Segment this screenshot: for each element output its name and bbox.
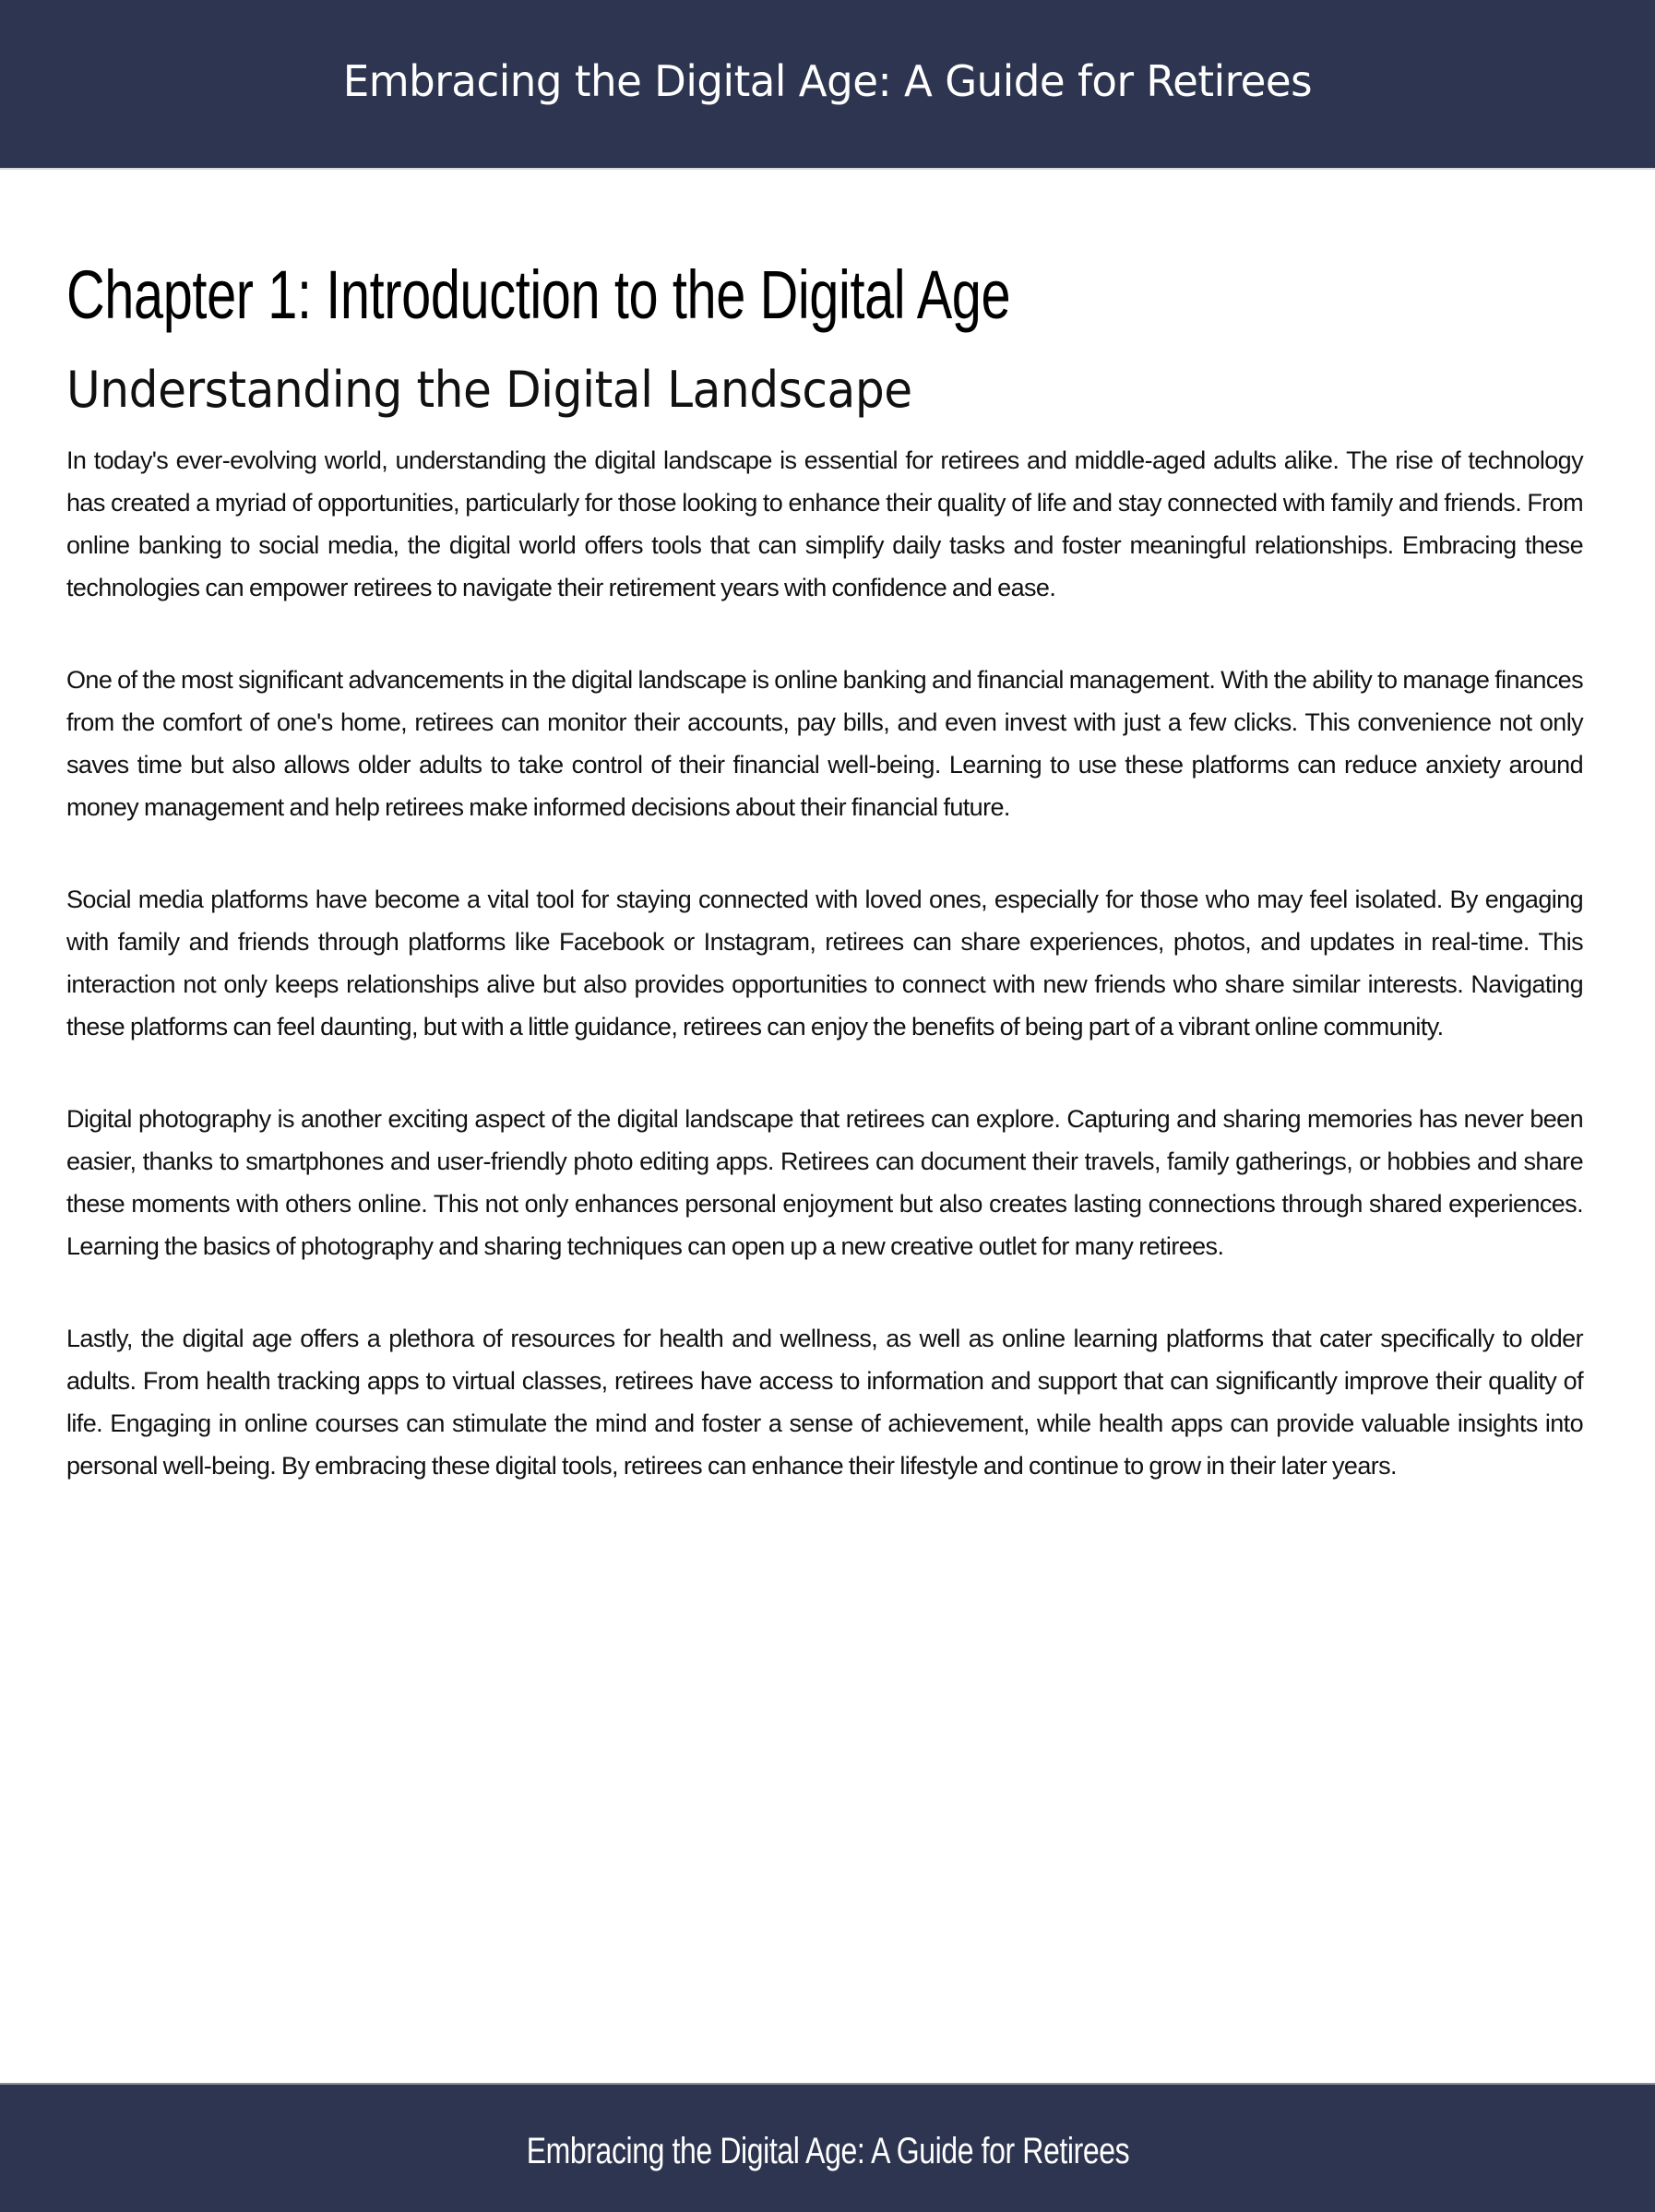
chapter-content <box>66 249 1583 1537</box>
section-title: Understanding the Digital Landscape <box>66 361 912 419</box>
chapter-title: Chapter 1: Introduction to the Digital Age <box>66 256 1011 333</box>
paragraph-digital-photography: Digital photography is another exciting aspect of the digital landscape that retirees can explore. Capturing and sharing memories has never been easier, thanks to smartphones and user-friendly photo editing apps. Retirees can document their travels, family gatherings, or hobbies and share these moments with others online. This not only enhances personal enjoyment but also creates lasting connections through shared experiences. Learning the basics of photography and sharing techniques can open up a new creative outlet for many retirees. <box>66 1105 1583 1260</box>
paragraph-intro: In today's ever-evolving world, understanding the digital landscape is essential for retirees and middle-aged adults alike. The rise of technology has created a myriad of opportunities, particularly for those looking to enhance their quality of life and stay connected with family and friends. From online banking to social media, the digital world offers tools that can simplify daily tasks and foster meaningful relationships. Embracing these technologies can empower retirees to navigate their retirement years with confidence and ease. <box>66 446 1583 601</box>
page-header <box>0 0 1655 170</box>
header-title: Embracing the Digital Age: A Guide for Retirees <box>342 56 1313 106</box>
footer-title: Embracing the Digital Age: A Guide for Retirees <box>526 2130 1129 2171</box>
paragraph-health-and-learning: Lastly, the digital age offers a plethora of resources for health and wellness, as well as online learning platforms that cater specifically to older adults. From health tracking apps to virtual classes, retirees have access to information and support that can significantly improve their quality of life. Engaging in online courses can stimulate the mind and foster a sense of achievement, while health apps can provide valuable insights into personal well-being. By embracing these digital tools, retirees can enhance their lifestyle and continue to grow in their later years. <box>66 1325 1583 1480</box>
page-footer <box>0 2083 1655 2212</box>
paragraph-social-media: Social media platforms have become a vital tool for staying connected with loved ones, especially for those who may feel isolated. By engaging with family and friends through platforms like Facebook or Instagram, retirees can share experiences, photos, and updates in real-time. This interaction not only keeps relationships alive but also provides opportunities to connect with new friends who share similar interests. Navigating these platforms can feel daunting, but with a little guidance, retirees can enjoy the benefits of being part of a vibrant online community. <box>66 886 1583 1041</box>
paragraph-online-banking: One of the most significant advancements in the digital landscape is online banking and financial management. With the ability to manage finances from the comfort of one's home, retirees can monitor their accounts, pay bills, and even invest with just a few clicks. This convenience not only saves time but also allows older adults to take control of their financial well-being. Learning to use these platforms can reduce anxiety around money management and help retirees make informed decisions about their financial future. <box>66 666 1583 821</box>
